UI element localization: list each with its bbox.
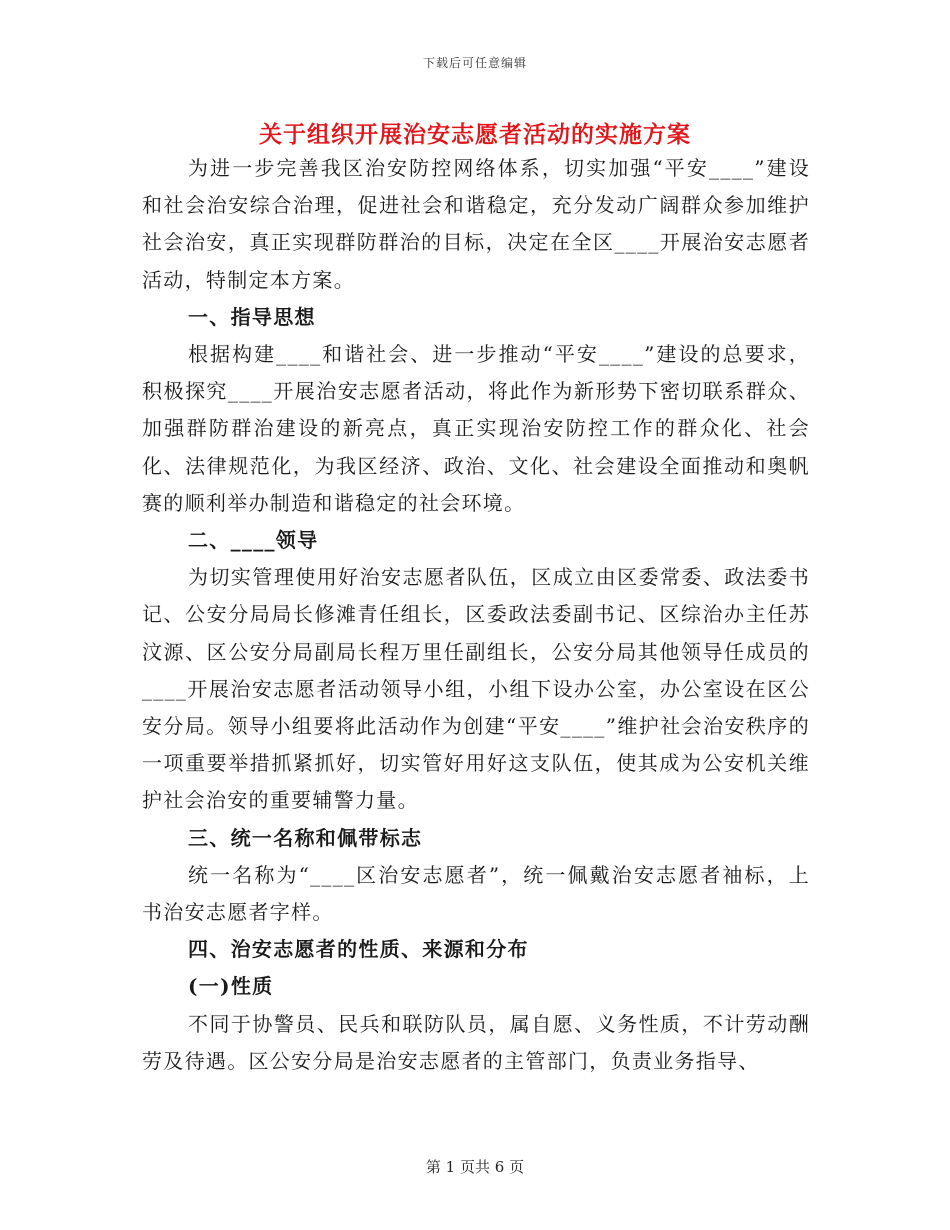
subsection-paragraph-nature: 不同于协警员、民兵和联防队员，属自愿、义务性质，不计劳动酬劳及待遇。区公安分局是治安志愿者的主管部门，负责业务指导、 [142, 1011, 810, 1073]
subsection-heading-nature: (一)性质 [188, 974, 274, 999]
section-heading-guiding-ideology: 一、指导思想 [188, 304, 316, 329]
section-heading-unified-name: 三、统一名称和佩带标志 [188, 825, 423, 850]
document-body [142, 150, 810, 1080]
section-heading-nature-source-distribution: 四、治安志愿者的性质、来源和分布 [188, 937, 529, 962]
section-paragraph-unified-name: 统一名称为“____区治安志愿者”，统一佩戴治安志愿者袖标，上书治安志愿者字样。 [142, 862, 810, 925]
section-heading-leadership: 二、____领导 [188, 528, 319, 553]
header-note: 下载后可任意编辑 [422, 56, 527, 70]
section-paragraph-guiding-ideology: 根据构建____和谐社会、进一步推动“平安____”建设的总要求，积极探究____开展治安志愿者活动，将此作为新形势下密切联系群众、加强群防群治建设的新亮点，真正实现治安防控工作的群众化、社会化、法律规范化，为我区经济、政治、文化、社会建设全面推动和奥帆赛的顺利举办制造和谐稳定的社会环境。 [142, 342, 810, 515]
section-paragraph-leadership: 为切实管理使用好治安志愿者队伍，区成立由区委常委、政法委书记、公安分局局长修滩青任组长，区委政法委副书记、区综治办主任苏汶源、区公安分局副局长程万里任副组长，公安分局其他领导任成员的____开展治安志愿者活动领导小组，小组下设办公室，办公室设在区公安分局。领导小组要将此活动作为创建“平安____”维护社会治安秩序的一项重要举措抓紧抓好，切实管好用好这支队伍，使其成为公安机关维护社会治安的重要辅警力量。 [142, 565, 810, 813]
intro-paragraph: 为进一步完善我区治安防控网络体系，切实加强“平安____”建设和社会治安综合治理，促进社会和谐稳定，充分发动广阔群众参加维护社会治安，真正实现群防群治的目标，决定在全区____开展治安志愿者活动，特制定本方案。 [142, 156, 810, 292]
document-title: 关于组织开展治安志愿者活动的实施方案 [259, 121, 691, 148]
page-footer: 第 1 页共 6 页 [425, 1158, 525, 1176]
